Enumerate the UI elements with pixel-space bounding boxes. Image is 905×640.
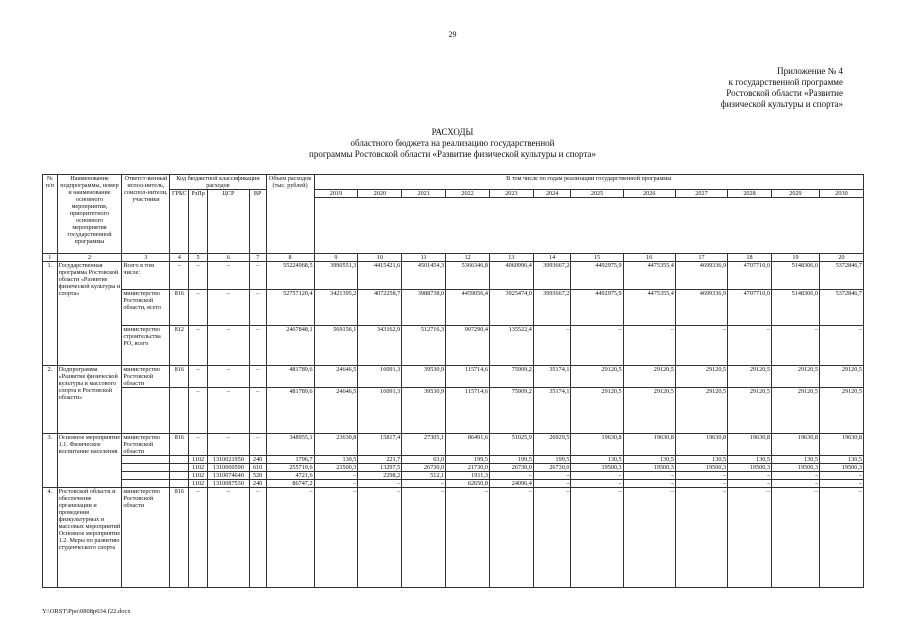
- row-year-value: 4459056,4: [446, 290, 490, 326]
- row-total: 1796,7: [266, 456, 314, 464]
- row-year-value: 130,5: [314, 456, 358, 464]
- row-year-value: –: [623, 488, 675, 588]
- header-year: 2021: [402, 190, 446, 198]
- row-year-value: 19630,8: [728, 434, 772, 456]
- appendix-line-4: физической культуры и спорта»: [720, 99, 843, 109]
- row-year-value: 4475355,4: [623, 262, 675, 290]
- row-year-value: 75909,2: [489, 366, 533, 388]
- row-year-value: 130,5: [675, 456, 727, 464]
- row-year-value: 130,5: [728, 456, 772, 464]
- row-year-value: 39530,9: [402, 388, 446, 434]
- row-total: –: [266, 488, 314, 588]
- column-index-cell: 13: [489, 254, 533, 262]
- row-year-value: 1911,3: [446, 472, 490, 480]
- row-year-value: 3925474,0: [489, 290, 533, 326]
- row-grbs: 816: [170, 434, 189, 456]
- row-year-value: –: [571, 488, 623, 588]
- table-row: [43, 290, 864, 326]
- row-csr: –: [207, 388, 249, 434]
- row-year-value: 26730,0: [489, 464, 533, 472]
- page-number: 29: [448, 30, 457, 39]
- column-index-cell: 14: [533, 254, 571, 262]
- row-year-value: 3988738,0: [402, 290, 446, 326]
- header-codes: Код бюджетной классификации расходов: [170, 175, 266, 190]
- row-vr: –: [249, 366, 266, 388]
- row-year-value: 29120,5: [623, 366, 675, 388]
- row-year-value: 26730,0: [402, 464, 446, 472]
- header-grbs: ГРБС: [170, 190, 189, 254]
- row-vr: –: [249, 326, 266, 366]
- table-row: [43, 488, 864, 588]
- row-year-value: 29120,5: [771, 388, 819, 434]
- row-rzpr: –: [189, 488, 208, 588]
- document-title: [0, 127, 905, 160]
- header-year: 2020: [358, 190, 402, 198]
- row-year-value: –: [771, 326, 819, 366]
- row-total: 481789,6: [266, 388, 314, 434]
- row-number: 2.: [43, 366, 58, 434]
- header-year: 2029: [771, 190, 819, 198]
- column-index-cell: 12: [446, 254, 490, 262]
- row-year-value: 39530,9: [402, 366, 446, 388]
- row-grbs: 812: [170, 326, 189, 366]
- column-index-cell: 10: [358, 254, 402, 262]
- column-index-cell: 15: [571, 254, 623, 262]
- row-grbs: 816: [170, 366, 189, 388]
- table-row: [43, 480, 864, 488]
- row-year-value: 26730,0: [533, 464, 571, 472]
- row-csr: –: [207, 366, 249, 388]
- row-year-value: 115714,6: [446, 366, 490, 388]
- row-year-value: –: [489, 472, 533, 480]
- row-year-value: –: [533, 326, 571, 366]
- row-name: Основное мероприятие 1.1. Физическое воспитание населения: [57, 434, 122, 488]
- column-index-cell: 20: [819, 254, 863, 262]
- column-index-cell: 6: [207, 254, 249, 262]
- row-rzpr: –: [189, 326, 208, 366]
- table-row: [43, 464, 864, 472]
- row-year-value: 29120,5: [675, 388, 727, 434]
- row-year-value: 19500,3: [571, 464, 623, 472]
- row-year-value: –: [819, 326, 863, 366]
- title-line-2: областного бюджета на реализацию государственной: [350, 138, 555, 148]
- row-vr: –: [249, 434, 266, 456]
- row-year-value: 4060996,4: [489, 262, 533, 290]
- row-executor: министерство Ростовской области: [122, 488, 170, 588]
- row-year-value: 75909,2: [489, 388, 533, 434]
- row-year-value: 4072258,7: [358, 290, 402, 326]
- row-year-value: –: [358, 488, 402, 588]
- row-year-value: 29120,5: [675, 366, 727, 388]
- row-csr: –: [207, 326, 249, 366]
- row-year-value: 24646,5: [314, 388, 358, 434]
- row-year-value: 3993667,2: [533, 262, 571, 290]
- row-year-value: –: [314, 472, 358, 480]
- row-executor: [122, 388, 170, 434]
- row-year-value: 51025,9: [489, 434, 533, 456]
- row-year-value: 19500,3: [819, 464, 863, 472]
- row-year-value: 29120,5: [571, 366, 623, 388]
- header-year: 2019: [314, 190, 358, 198]
- column-index-cell: 5: [189, 254, 208, 262]
- row-total: 86747,2: [266, 480, 314, 488]
- header-year: 2025: [571, 190, 623, 198]
- row-grbs: [170, 464, 189, 472]
- row-vr: 240: [249, 456, 266, 464]
- row-year-value: 24096,4: [489, 480, 533, 488]
- row-executor: [122, 472, 170, 480]
- row-grbs: 816: [170, 290, 189, 326]
- row-year-value: –: [533, 472, 571, 480]
- row-year-value: 4707710,0: [728, 262, 772, 290]
- row-year-value: 199,5: [489, 456, 533, 464]
- row-year-value: 23630,8: [314, 434, 358, 456]
- column-index-cell: 4: [170, 254, 189, 262]
- row-year-value: 199,5: [446, 456, 490, 464]
- row-year-value: 4415421,6: [358, 262, 402, 290]
- row-year-value: –: [675, 488, 727, 588]
- row-executor: министерство Ростовской области: [122, 366, 170, 388]
- row-year-value: 19630,8: [623, 434, 675, 456]
- table-body: [43, 262, 864, 588]
- row-year-value: –: [623, 480, 675, 488]
- row-year-value: 19630,8: [771, 434, 819, 456]
- row-year-value: 19630,8: [675, 434, 727, 456]
- row-year-value: 13297,5: [358, 464, 402, 472]
- row-rzpr: –: [189, 290, 208, 326]
- column-index-cell: 2: [57, 254, 122, 262]
- row-year-value: 35174,1: [533, 388, 571, 434]
- header-year: 2023: [489, 190, 533, 198]
- row-csr: –: [207, 262, 249, 290]
- expenses-table: [42, 174, 864, 588]
- row-year-value: –: [314, 480, 358, 488]
- row-csr: 1310021950: [207, 456, 249, 464]
- row-rzpr: –: [189, 366, 208, 388]
- row-number: 1.: [43, 262, 58, 366]
- column-index-cell: 18: [728, 254, 772, 262]
- row-year-value: 221,7: [358, 456, 402, 464]
- column-index-cell: 19: [771, 254, 819, 262]
- row-year-value: –: [771, 488, 819, 588]
- row-grbs: [170, 480, 189, 488]
- column-index-cell: 11: [402, 254, 446, 262]
- row-year-value: 3421395,2: [314, 290, 358, 326]
- row-year-value: –: [489, 488, 533, 588]
- row-grbs: –: [170, 262, 189, 290]
- row-executor: Всего в том числе:: [122, 262, 170, 290]
- row-year-value: 15817,4: [358, 434, 402, 456]
- column-index-cell: 7: [249, 254, 266, 262]
- row-year-value: 4492975,9: [571, 290, 623, 326]
- row-rzpr: 1102: [189, 472, 208, 480]
- row-year-value: 130,5: [771, 456, 819, 464]
- row-year-value: 130,5: [623, 456, 675, 464]
- row-year-value: 16091,3: [358, 388, 402, 434]
- header-year: 2027: [675, 190, 727, 198]
- row-year-value: 29120,5: [571, 388, 623, 434]
- row-csr: –: [207, 434, 249, 456]
- row-grbs: [170, 388, 189, 434]
- row-year-value: –: [358, 480, 402, 488]
- row-year-value: 3990551,3: [314, 262, 358, 290]
- row-year-value: 115714,6: [446, 388, 490, 434]
- row-year-value: 130,5: [571, 456, 623, 464]
- row-number: 3.: [43, 434, 58, 488]
- table-row: [43, 262, 864, 290]
- row-year-value: –: [675, 326, 727, 366]
- row-year-value: 35174,1: [533, 366, 571, 388]
- title-line-3: программы Ростовской области «Развитие физической культуры и спорта»: [309, 149, 596, 159]
- row-year-value: –: [402, 488, 446, 588]
- row-vr: –: [249, 388, 266, 434]
- row-grbs: [170, 456, 189, 464]
- row-year-value: 4492975,9: [571, 262, 623, 290]
- row-total: 255719,6: [266, 464, 314, 472]
- appendix-line-2: к государственной программе: [728, 77, 843, 87]
- row-year-value: 5372846,7: [819, 262, 863, 290]
- row-vr: 520: [249, 472, 266, 480]
- header-volume: Объем расходов (тыс. рублей): [266, 175, 314, 254]
- row-csr: 1310074640: [207, 472, 249, 480]
- row-year-value: –: [533, 480, 571, 488]
- row-year-value: 19500,3: [771, 464, 819, 472]
- row-rzpr: –: [189, 434, 208, 456]
- row-vr: –: [249, 290, 266, 326]
- row-executor: [122, 480, 170, 488]
- column-index-cell: 1: [43, 254, 58, 262]
- row-year-value: 569156,1: [314, 326, 358, 366]
- title-line-1: РАСХОДЫ: [431, 127, 474, 137]
- column-index-cell: 8: [266, 254, 314, 262]
- row-vr: –: [249, 262, 266, 290]
- row-year-value: 4501454,3: [402, 262, 446, 290]
- row-year-value: –: [533, 488, 571, 588]
- row-rzpr: –: [189, 388, 208, 434]
- row-year-value: 19500,3: [623, 464, 675, 472]
- row-year-value: 29120,5: [771, 366, 819, 388]
- row-year-value: 63,0: [402, 456, 446, 464]
- row-year-value: –: [771, 472, 819, 480]
- header-year: 2026: [623, 190, 675, 198]
- row-rzpr: –: [189, 262, 208, 290]
- row-year-value: 343162,9: [358, 326, 402, 366]
- appendix-line-1: Приложение № 4: [777, 66, 843, 76]
- row-year-value: 29120,5: [728, 366, 772, 388]
- row-year-value: –: [728, 488, 772, 588]
- appendix-note: [721, 66, 843, 110]
- row-year-value: –: [571, 326, 623, 366]
- header-name: Наименование подпрограммы, номер и наименование основного мероприятия, приоритетного основного мероприятия государственной программы: [57, 175, 122, 254]
- row-rzpr: 1102: [189, 456, 208, 464]
- table-row: [43, 366, 864, 388]
- row-rzpr: 1102: [189, 464, 208, 472]
- row-year-value: 907290,4: [446, 326, 490, 366]
- row-year-value: 512716,3: [402, 326, 446, 366]
- header-vr: ВР: [249, 190, 266, 254]
- row-grbs: [170, 472, 189, 480]
- row-executor: [122, 456, 170, 464]
- row-year-value: 4707710,0: [728, 290, 772, 326]
- row-executor: министерство строительства РО, всего: [122, 326, 170, 366]
- row-year-value: 3993667,2: [533, 290, 571, 326]
- row-year-value: 19630,8: [819, 434, 863, 456]
- row-year-value: –: [446, 488, 490, 588]
- row-year-value: –: [623, 326, 675, 366]
- row-year-value: 19630,8: [571, 434, 623, 456]
- column-index-cell: 16: [623, 254, 675, 262]
- row-executor: [122, 464, 170, 472]
- header-year: 2024: [533, 190, 571, 198]
- row-year-value: 5372846,7: [819, 290, 863, 326]
- row-csr: 1310000590: [207, 464, 249, 472]
- row-year-value: 5366346,8: [446, 262, 490, 290]
- row-year-value: –: [728, 480, 772, 488]
- row-year-value: –: [402, 480, 446, 488]
- header-executor: Ответст-венный испол-нитель, соиспол-нители, участники: [122, 175, 170, 254]
- row-year-value: 86491,6: [446, 434, 490, 456]
- column-index-cell: 17: [675, 254, 727, 262]
- row-year-value: 29120,5: [819, 366, 863, 388]
- table-row: [43, 434, 864, 456]
- table-row: [43, 472, 864, 480]
- row-csr: 1310087530: [207, 480, 249, 488]
- row-year-value: –: [771, 480, 819, 488]
- row-year-value: –: [675, 480, 727, 488]
- row-total: 348955,1: [266, 434, 314, 456]
- row-total: 4721,6: [266, 472, 314, 480]
- row-name: Подпрограмма «Развитие физической культуры и массового спорта в Ростовской области»: [57, 366, 122, 434]
- header-year: 2022: [446, 190, 490, 198]
- column-index-row: [43, 254, 864, 262]
- row-year-value: –: [571, 472, 623, 480]
- row-total: 2467848,1: [266, 326, 314, 366]
- row-year-value: –: [571, 480, 623, 488]
- row-year-value: 199,5: [533, 456, 571, 464]
- row-year-value: 135522,4: [489, 326, 533, 366]
- row-year-value: 26929,5: [533, 434, 571, 456]
- row-year-value: –: [728, 326, 772, 366]
- row-year-value: 130,5: [819, 456, 863, 464]
- row-year-value: 5148306,0: [771, 290, 819, 326]
- header-years-title: В том числе по годам реализации государственной программы: [314, 175, 863, 190]
- appendix-line-3: Ростовской области «Развитие: [726, 88, 843, 98]
- row-year-value: 4699336,9: [675, 290, 727, 326]
- row-year-value: 62650,8: [446, 480, 490, 488]
- row-year-value: 19500,3: [728, 464, 772, 472]
- row-total: 481789,6: [266, 366, 314, 388]
- row-year-value: –: [623, 472, 675, 480]
- row-year-value: 21730,0: [446, 464, 490, 472]
- row-csr: –: [207, 290, 249, 326]
- row-vr: 610: [249, 464, 266, 472]
- row-year-value: 5148306,0: [771, 262, 819, 290]
- row-year-value: 23500,3: [314, 464, 358, 472]
- row-year-value: –: [728, 472, 772, 480]
- row-number: 4.: [43, 488, 58, 588]
- header-year: 2030: [819, 190, 863, 198]
- row-name: Государственная программа Ростовской области «Развитие физической культуры и спорта»: [57, 262, 122, 366]
- row-year-value: 29120,5: [819, 388, 863, 434]
- row-year-value: 19500,3: [675, 464, 727, 472]
- row-year-value: –: [819, 472, 863, 480]
- header-years-spacer: [314, 198, 863, 254]
- row-grbs: 816: [170, 488, 189, 588]
- column-index-cell: 9: [314, 254, 358, 262]
- row-year-value: 4475355,4: [623, 290, 675, 326]
- row-year-value: –: [675, 472, 727, 480]
- header-csr: ЦСР: [207, 190, 249, 254]
- row-year-value: –: [819, 480, 863, 488]
- row-year-value: 29120,5: [623, 388, 675, 434]
- header-rzpr: РзПр: [189, 190, 208, 254]
- table-row: [43, 388, 864, 434]
- row-year-value: 16091,3: [358, 366, 402, 388]
- header-num: № п/п: [43, 175, 58, 254]
- row-year-value: 24646,5: [314, 366, 358, 388]
- row-year-value: 27305,1: [402, 434, 446, 456]
- row-vr: –: [249, 488, 266, 588]
- row-rzpr: 1102: [189, 480, 208, 488]
- row-year-value: 29120,5: [728, 388, 772, 434]
- row-csr: –: [207, 488, 249, 588]
- row-year-value: –: [819, 488, 863, 588]
- row-executor: министерство Ростовской области, всего: [122, 290, 170, 326]
- table-row: [43, 326, 864, 366]
- row-name: Ростовской области и обеспечение организации и проведения физкультурных и массовых мероприятий Основное мероприятие 1.2. Меры по развитию студенческого спорта: [57, 488, 122, 588]
- column-index-cell: 3: [122, 254, 170, 262]
- row-total: 52757120,4: [266, 290, 314, 326]
- table-row: [43, 456, 864, 464]
- header-year: 2028: [728, 190, 772, 198]
- row-year-value: –: [314, 488, 358, 588]
- file-path-footer: Y:\ORST\Ppo\0808p634.f22.docx: [42, 608, 131, 615]
- row-total: 55224968,5: [266, 262, 314, 290]
- row-year-value: 2298,2: [358, 472, 402, 480]
- row-executor: министерство Ростовской области: [122, 434, 170, 456]
- row-year-value: 4699336,9: [675, 262, 727, 290]
- row-vr: 240: [249, 480, 266, 488]
- row-year-value: 512,1: [402, 472, 446, 480]
